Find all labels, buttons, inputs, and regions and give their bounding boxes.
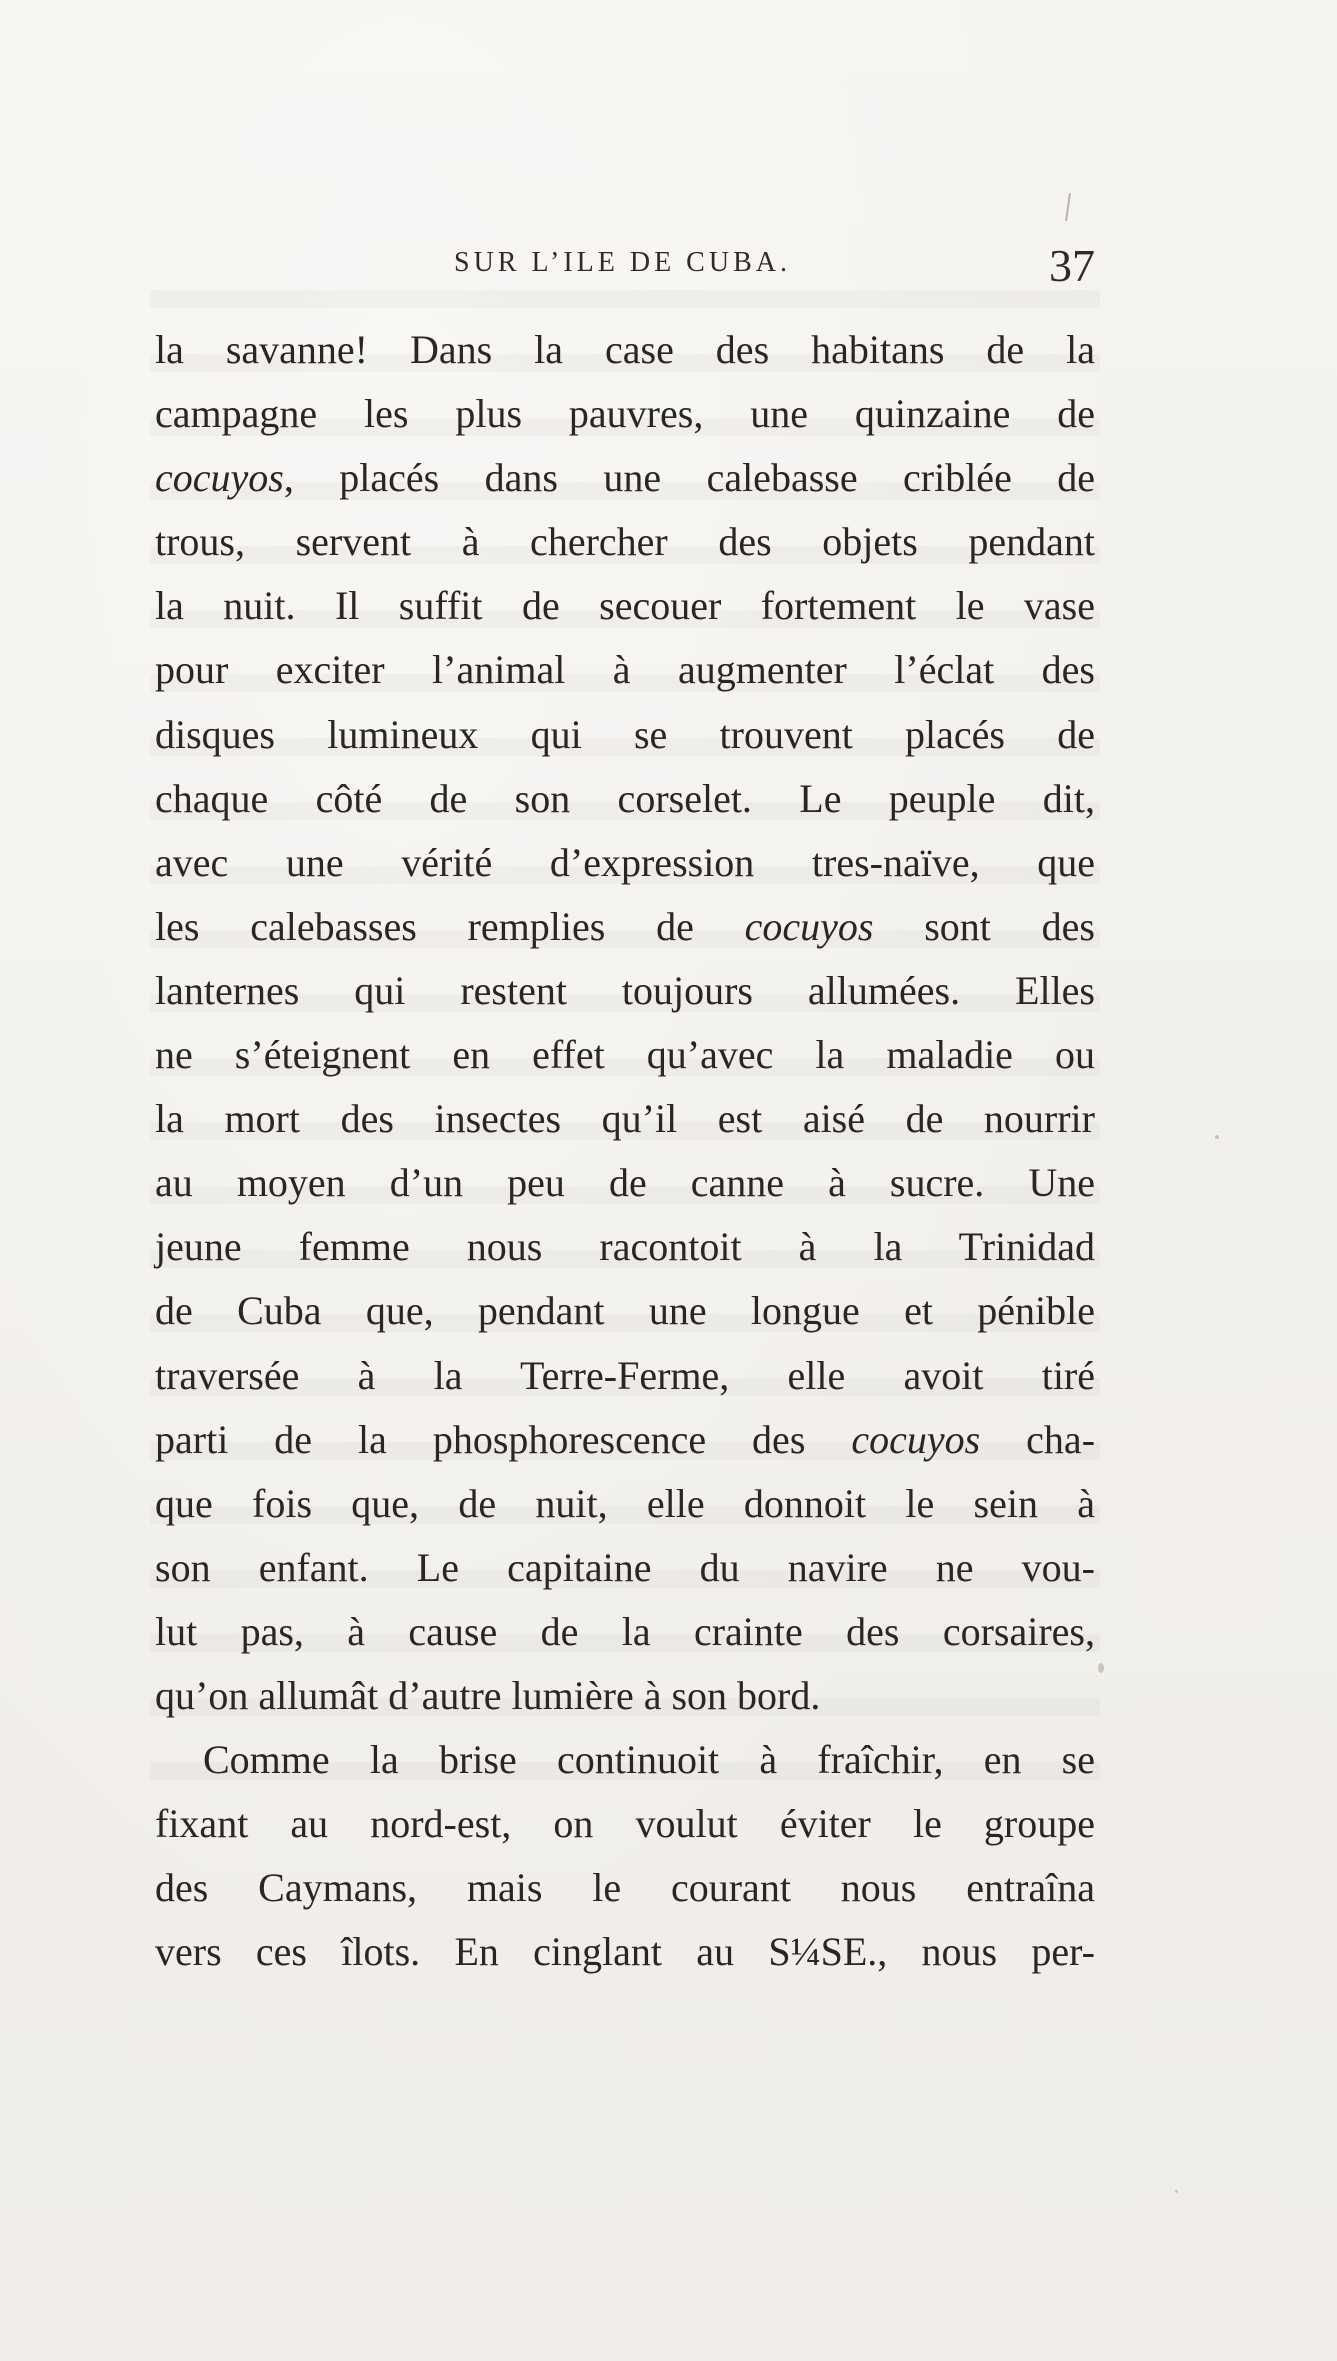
text-line: trous, servent à chercher des objets pendant [155, 519, 1095, 565]
text-line: jeune femme nous racontoit à la Trinidad [155, 1224, 1095, 1270]
text-line: vers ces îlots. En cinglant au S¼SE., nous per- [155, 1929, 1095, 1975]
text-line: Comme la brise continuoit à fraîchir, en se [203, 1737, 1095, 1783]
text-line: au moyen d’un peu de canne à sucre. Une [155, 1160, 1095, 1206]
page-number: 37 [1049, 240, 1095, 291]
text-line: parti de la phosphorescence des cocuyos cha- [155, 1416, 1096, 1462]
text-line: la mort des insectes qu’il est aisé de nourrir [155, 1096, 1095, 1142]
text-line: de Cuba que, pendant une longue et pénible [155, 1288, 1095, 1334]
text-line: ne s’éteignent en effet qu’avec la maladie ou [155, 1032, 1095, 1078]
running-head [150, 240, 1095, 295]
text-line: que fois que, de nuit, elle donnoit le sein à [155, 1480, 1095, 1526]
paper-speck [1098, 1663, 1104, 1673]
body-text [155, 318, 1095, 1984]
text-line: les calebasses remplies de cocuyos sont des [155, 903, 1095, 949]
text-line: campagne les plus pauvres, une quinzaine de [155, 391, 1095, 437]
text-line: chaque côté de son corselet. Le peuple dit, [155, 775, 1095, 821]
text-line: fixant au nord-est, on voulut éviter le groupe [155, 1801, 1095, 1847]
text-line: cocuyos, placés dans une calebasse criblée de [155, 455, 1095, 501]
pencil-tick-mark [1065, 193, 1071, 221]
text-line: des Caymans, mais le courant nous entraîna [155, 1865, 1095, 1911]
text-line: lanternes qui restent toujours allumées. Elles [155, 967, 1095, 1013]
text-line: qu’on allumât d’autre lumière à son bord. [155, 1672, 821, 1718]
paper-speck [1215, 1135, 1219, 1139]
text-line: pour exciter l’animal à augmenter l’éclat des [155, 647, 1095, 693]
running-title: SUR L’ILE DE CUBA. [454, 247, 791, 278]
paper-speck [1175, 2190, 1178, 2193]
text-line: la nuit. Il suffit de secouer fortement le vase [155, 583, 1095, 629]
text-line: la savanne! Dans la case des habitans de la [155, 327, 1095, 372]
text-line: avec une vérité d’expression tres-naïve, que [155, 839, 1095, 885]
text-line: disques lumineux qui se trouvent placés de [155, 711, 1095, 757]
text-line: son enfant. Le capitaine du navire ne vou- [155, 1544, 1095, 1590]
text-line: traversée à la Terre-Ferme, elle avoit tiré [155, 1352, 1095, 1398]
text-line: lut pas, à cause de la crainte des corsaires, [155, 1608, 1095, 1654]
